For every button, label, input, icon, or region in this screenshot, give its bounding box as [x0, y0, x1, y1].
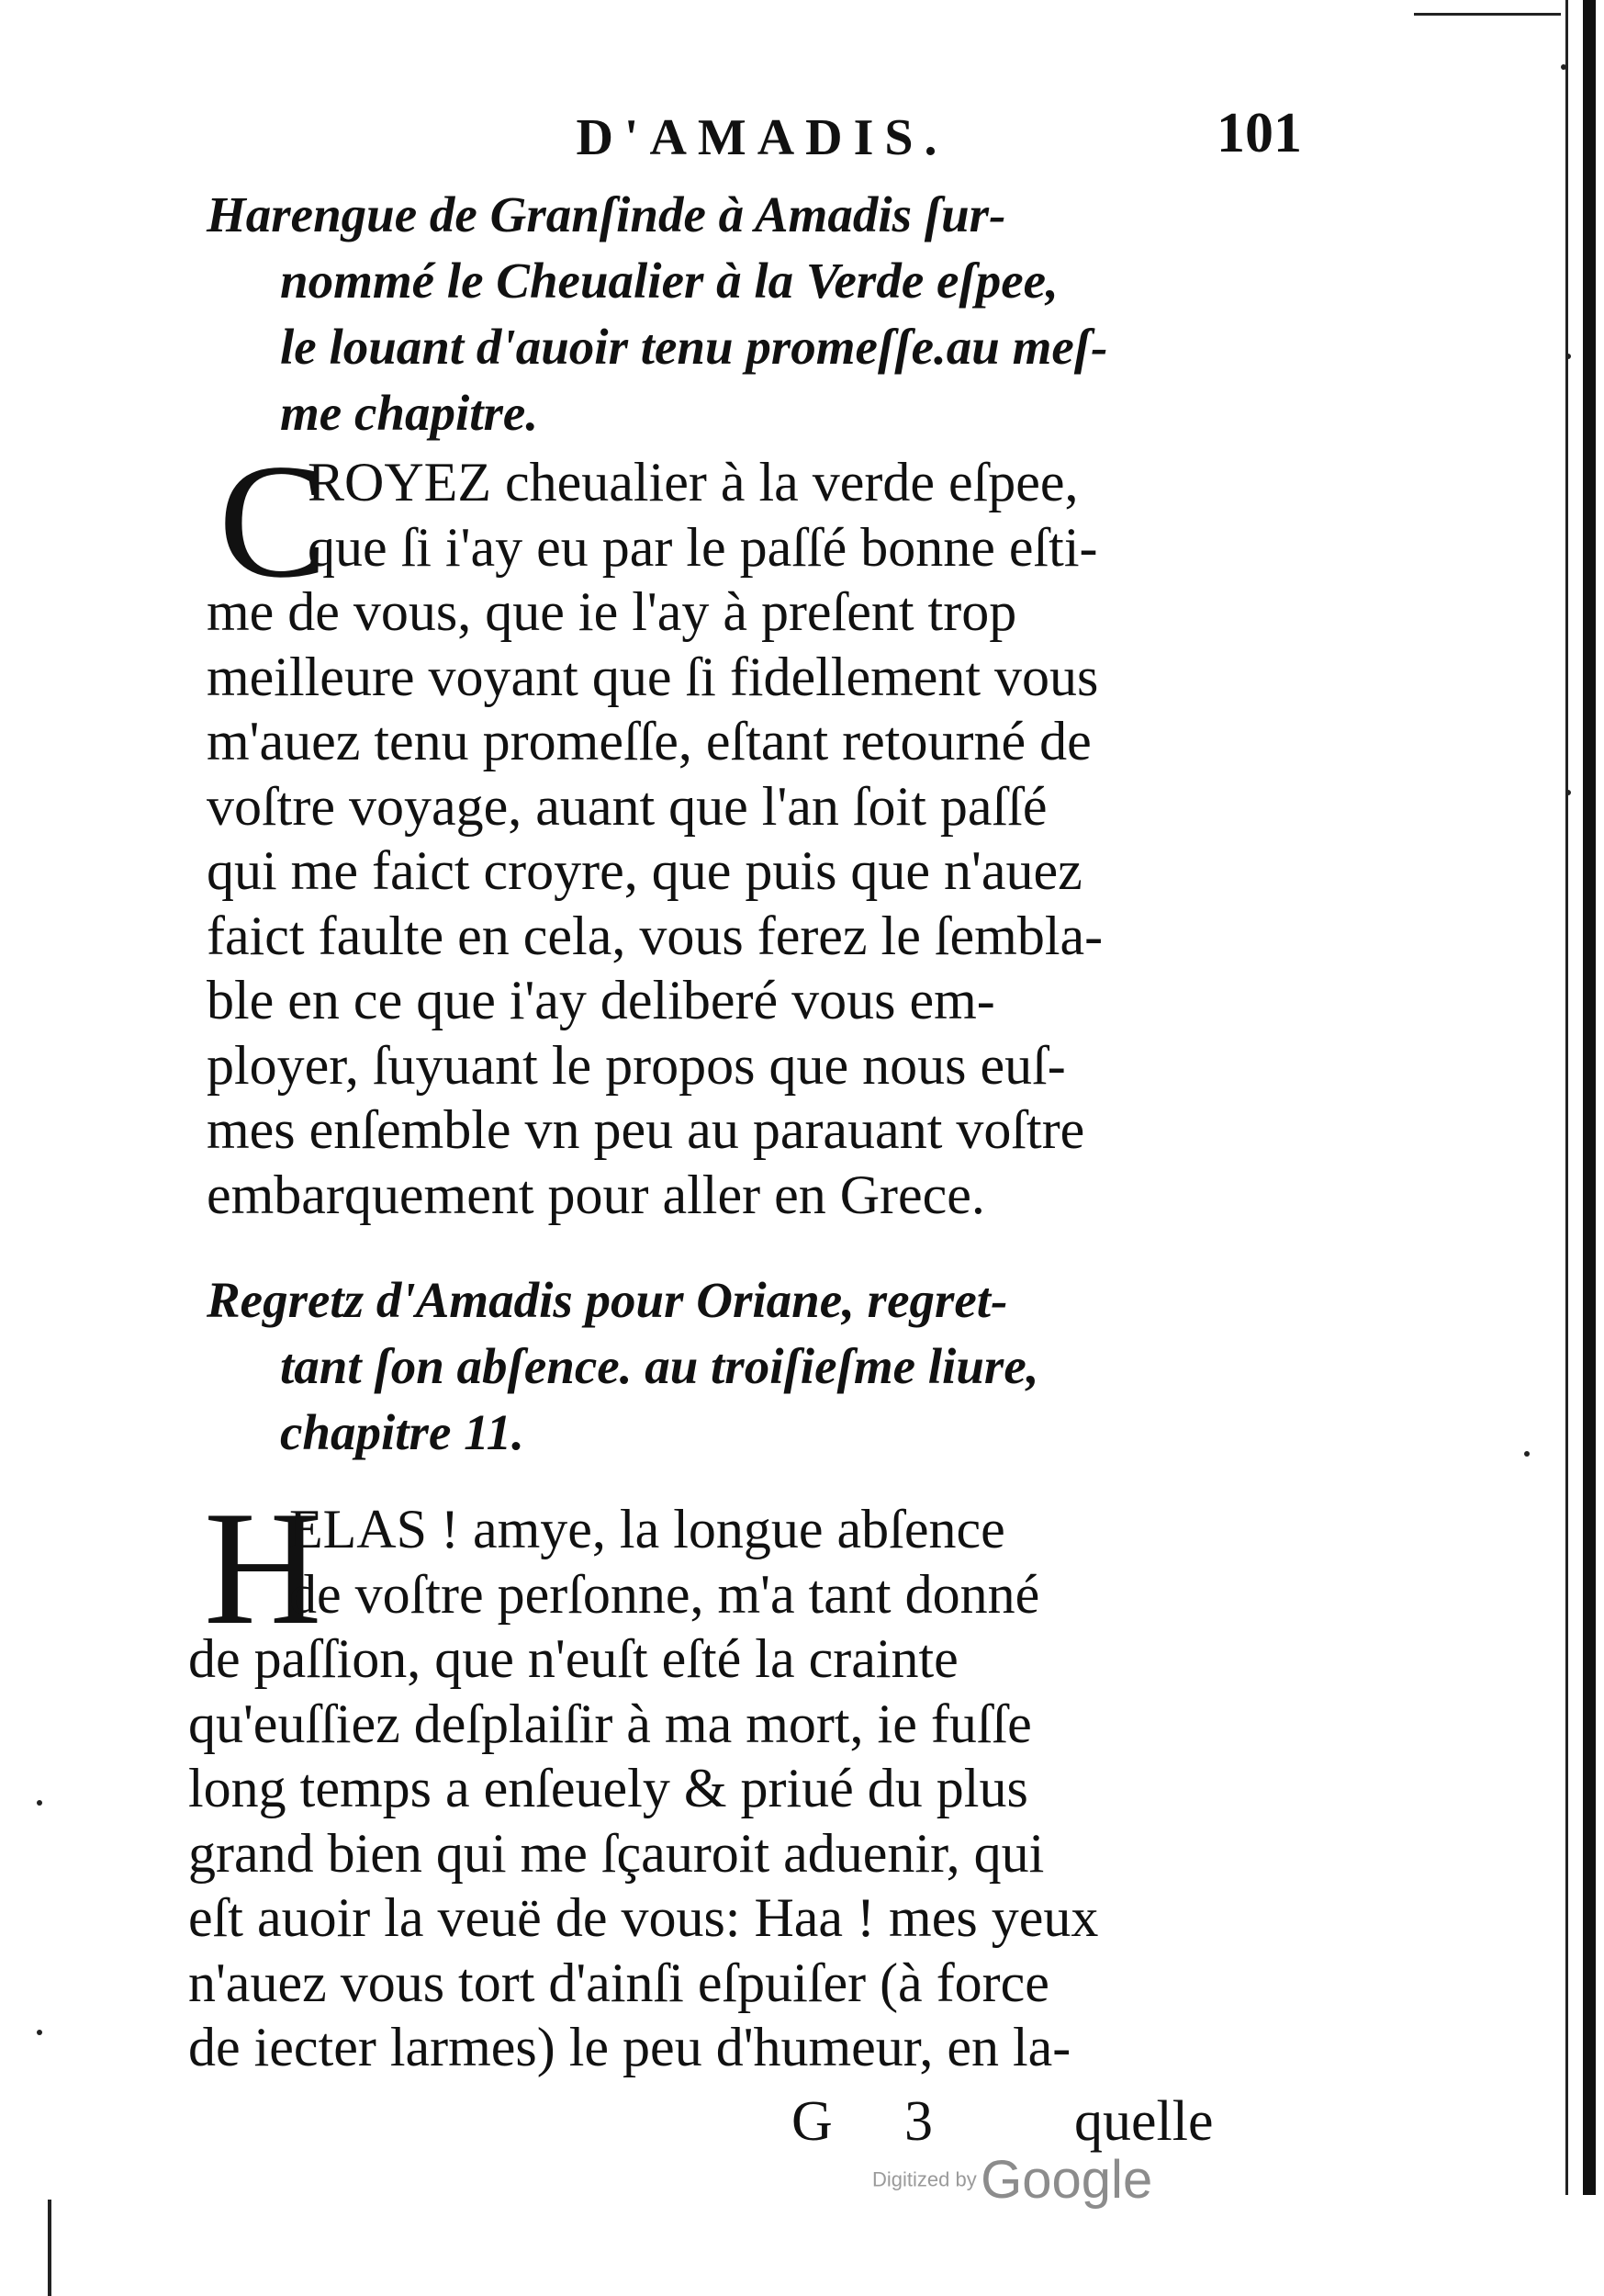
- watermark-logo-text: Google: [981, 2150, 1153, 2210]
- text-line: eſt auoir la veuë de vous: Haa ! mes yeux: [188, 1887, 1099, 1948]
- text-line: de paſſion, que n'euſt eſté la crainte: [188, 1628, 959, 1689]
- heading-line: Harengue de Granſinde à Amadis ſur-: [207, 186, 1006, 242]
- watermark-small-text: Digitized by: [872, 2167, 977, 2191]
- text-line: qui me faict croyre, que puis que n'auez: [207, 840, 1082, 901]
- page-number: 101: [1217, 102, 1302, 164]
- text-line: voſtre voyage, auant que l'an ſoit paſſé: [207, 775, 1048, 837]
- text-line: de iecter larmes) le peu d'humeur, en la-: [188, 2017, 1071, 2077]
- text-line: que ſi i'ay eu par le paſſé bonne eſti-: [308, 516, 1098, 578]
- text-line: long temps a enſeuely & priué du plus: [188, 1758, 1028, 1818]
- scan-speck: [1565, 790, 1571, 795]
- scan-speck: [37, 2030, 42, 2035]
- digitization-watermark: [872, 2149, 1152, 2211]
- section-heading-1: [207, 182, 1107, 446]
- drop-cap: C: [219, 430, 328, 612]
- text-line: ployer, ſuyuant le propos que nous euſ-: [207, 1034, 1066, 1096]
- paragraph-1: [207, 430, 1253, 1227]
- signature-mark: G: [791, 2090, 833, 2153]
- section-heading-2: [207, 1267, 1038, 1466]
- scan-top-line: [1414, 13, 1561, 16]
- running-head: D'AMADIS.: [576, 109, 948, 166]
- catchword: quelle: [1074, 2090, 1214, 2153]
- text-line: me de vous, que ie l'ay à preſent trop: [207, 581, 1017, 642]
- text-line: mes enſemble vn peu au parauant voſtre: [207, 1099, 1085, 1160]
- text-line: ble en ce que i'ay deliberé vous em-: [207, 970, 995, 1030]
- heading-line: nommé le Cheualier à la Verde eſpee,: [280, 253, 1059, 309]
- text-line: n'auez vous tort d'ainſi eſpuiſer (à force: [188, 1952, 1049, 2013]
- scan-speck: [1524, 1451, 1530, 1457]
- heading-line: le louant d'auoir tenu promeſſe.au meſ-: [280, 319, 1108, 375]
- heading-line: chapitre 11.: [280, 1404, 524, 1460]
- heading-line: tant ſon abſence. au troiſieſme liure,: [280, 1338, 1039, 1394]
- drop-cap: H: [204, 1477, 322, 1659]
- text-line: meilleure voyant que ſi fidellement vous: [207, 646, 1099, 707]
- page-edge-line: [1565, 0, 1568, 2195]
- scan-speck: [1561, 64, 1566, 70]
- text-line: grand bien qui me ſçauroit aduenir, qui: [188, 1822, 1045, 1884]
- text-line: embarquement pour aller en Grece.: [207, 1164, 985, 1225]
- scan-speck: [1565, 354, 1571, 359]
- scan-speck: [37, 1800, 42, 1806]
- text-line: qu'euſſiez deſplaiſir à ma mort, ie fuſſe: [188, 1693, 1032, 1754]
- text-line: m'auez tenu promeſſe, eſtant retourné de: [207, 711, 1092, 771]
- text-line: ROYEZ cheualier à la verde eſpee,: [308, 452, 1079, 512]
- paragraph-2: [188, 1477, 1253, 2080]
- page-edge-shadow: [1583, 0, 1596, 2195]
- text-line: ELAS ! amye, la longue abſence: [289, 1499, 1005, 1559]
- text-line: de voſtre perſonne, m'a tant donné: [289, 1563, 1040, 1625]
- signature-number: 3: [904, 2090, 933, 2153]
- heading-line: Regretz d'Amadis pour Oriane, regret-: [207, 1272, 1008, 1328]
- heading-line: me chapitre.: [280, 385, 539, 441]
- scan-left-line: [48, 2200, 51, 2296]
- text-line: faict faulte en cela, vous ferez le ſembla-: [207, 905, 1104, 966]
